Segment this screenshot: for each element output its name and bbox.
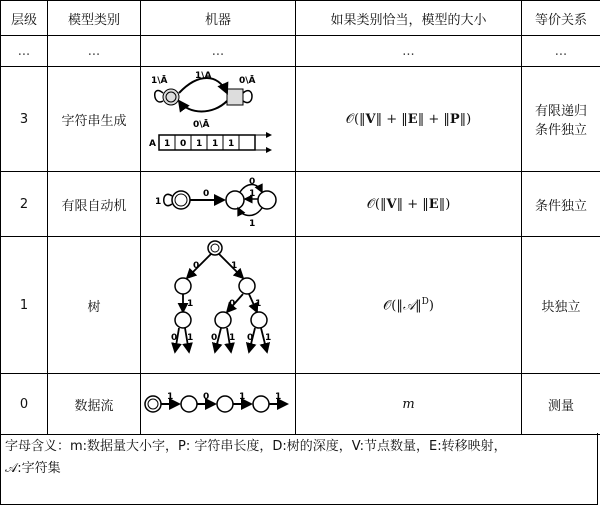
edge-label: 0: [193, 261, 200, 271]
tape: [159, 135, 271, 150]
level-cell: 2: [1, 172, 48, 237]
edge-label: 0: [203, 392, 210, 402]
footnote: [0, 433, 598, 505]
size-part: ‖ + ‖: [375, 111, 408, 127]
size-part: E: [428, 196, 439, 212]
edge-label: 0\Ā: [193, 120, 210, 130]
size-cell: [296, 172, 522, 237]
row-level-1: [1, 237, 600, 374]
tape-cell: 1: [164, 139, 171, 149]
tape-cell: 0: [180, 139, 187, 149]
edge-label: 1: [249, 189, 256, 199]
size-part: ‖: [415, 298, 422, 314]
header-machine: 机器: [141, 1, 296, 36]
size-cell: [296, 374, 522, 435]
ellipsis-cell: ...: [1, 36, 48, 67]
row-level-2: [1, 172, 600, 237]
level-cell: 3: [1, 67, 48, 172]
ellipsis-cell: ...: [296, 36, 522, 67]
edge-label: 1: [275, 392, 282, 402]
size-part: 𝒪(‖: [345, 111, 366, 127]
machine-cell: [141, 172, 296, 237]
edge-label: 0: [203, 189, 210, 199]
ellipsis-cell: ...: [141, 36, 296, 67]
tape-cell: 1: [196, 139, 203, 149]
size-part: ‖): [438, 196, 451, 212]
edge-label: 1: [167, 392, 174, 402]
ellipsis-cell: ...: [48, 36, 141, 67]
machine-cell: [141, 237, 296, 374]
size-part: ): [428, 298, 434, 314]
edge-label: 0: [249, 177, 256, 187]
ellipsis-cell: ...: [522, 36, 600, 67]
edge-label: 0\Ā: [239, 76, 256, 86]
edge-label: 1: [265, 333, 272, 343]
edge-label: 0: [247, 333, 254, 343]
size-part: V: [386, 196, 397, 212]
edge-label: 1: [231, 261, 238, 271]
size-part: E: [407, 111, 418, 127]
size-part: 𝒜: [402, 298, 416, 314]
size-part: ‖ + ‖: [396, 196, 429, 212]
row-level-0: [1, 374, 600, 435]
tape-label: A: [149, 139, 156, 149]
equivalence-cell: [522, 67, 600, 172]
machine-cell: [141, 374, 296, 435]
edge-label: 1: [155, 197, 162, 207]
tape-cell: 1: [212, 139, 219, 149]
tape-cell: 1: [228, 139, 235, 149]
size-part: ‖): [459, 111, 472, 127]
size-part: 𝒪(‖: [383, 298, 403, 314]
machine-cell: [141, 67, 296, 172]
equivalence-cell: 块独立: [522, 237, 600, 374]
equivalence-line: 有限递归: [534, 104, 587, 119]
size-cell: [296, 67, 522, 172]
edge-label: 1: [187, 333, 194, 343]
model-class-cell: 树: [48, 237, 141, 374]
edge-label: 1: [187, 299, 194, 309]
edge-label: 1\Ā: [151, 76, 168, 86]
header-size: 如果类别恰当，模型的大小: [296, 1, 522, 36]
header-model-class: 模型类别: [48, 1, 141, 36]
edge-label: 1: [229, 333, 236, 343]
size-part: P: [449, 111, 460, 127]
equivalence-cell: 条件独立: [522, 172, 600, 237]
header-equivalence: 等价关系: [522, 1, 600, 36]
edge-label: 0: [171, 333, 178, 343]
edge-label: 1: [249, 219, 256, 229]
edge-label: 1: [255, 299, 262, 309]
ellipsis-row: [1, 36, 600, 67]
row-level-3: [1, 67, 600, 172]
push-state: [227, 89, 243, 105]
tree-diagram: [143, 238, 293, 368]
footnote-line: 字母含义：m:数据量大小字，P: 字符串长度，D:树的深度，V:节点数量，E:转移映射，: [5, 439, 507, 454]
model-class-cell: 有限自动机: [48, 172, 141, 237]
size-part: D: [421, 296, 429, 307]
model-class-cell: 数据流: [48, 374, 141, 435]
size-part: 𝒪(‖: [366, 196, 387, 212]
model-class-cell: 字符串生成: [48, 67, 141, 172]
level-cell: 0: [1, 374, 48, 435]
string-generator-diagram: [143, 71, 293, 163]
equivalence-line: 条件独立: [534, 123, 587, 138]
finite-automaton-diagram: [143, 174, 293, 230]
size-part: ‖ + ‖: [417, 111, 450, 127]
edge-label: 1\Ā: [195, 71, 212, 81]
size-part: m: [402, 396, 415, 412]
size-part: V: [365, 111, 376, 127]
size-cell: [296, 237, 522, 374]
equivalence-cell: 测量: [522, 374, 600, 435]
level-cell: 1: [1, 237, 48, 374]
start-state: [163, 89, 179, 105]
edge-label: 0: [229, 299, 236, 309]
edge-label: 0: [211, 333, 218, 343]
footnote-line: 𝒜:字符集: [5, 461, 61, 476]
header-level: 层级: [1, 1, 48, 36]
data-stream-diagram: [143, 382, 293, 422]
header-row: [1, 1, 600, 36]
edge-label: 1: [239, 392, 246, 402]
